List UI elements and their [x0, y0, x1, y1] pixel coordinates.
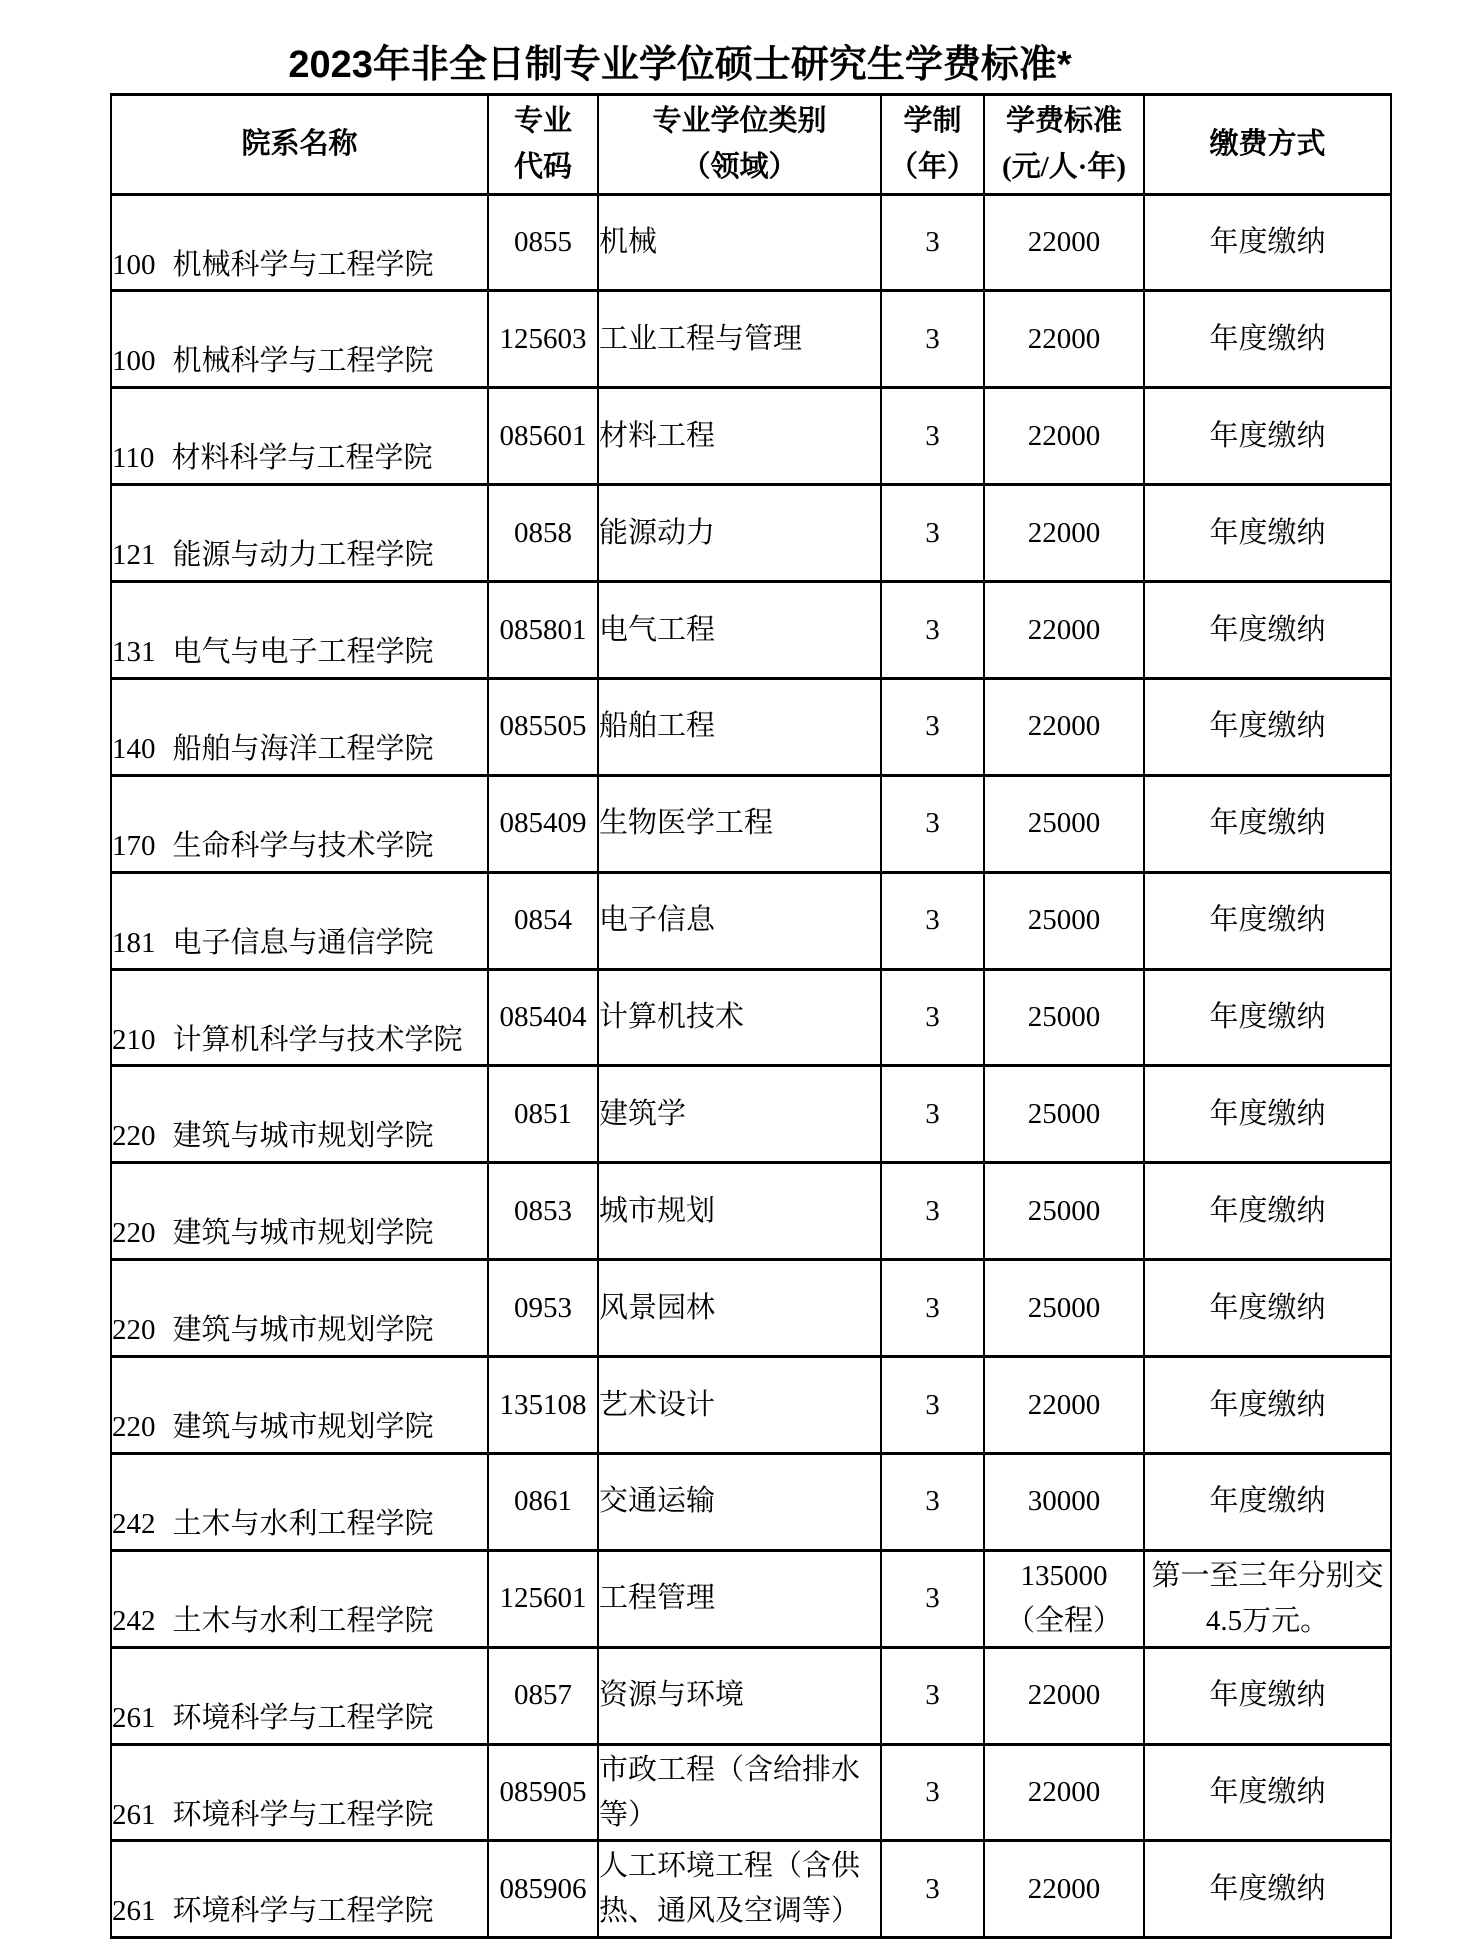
major-code-cell: 0854 [488, 872, 598, 969]
tuition-cell: 22000 [984, 1357, 1144, 1454]
duration-cell: 3 [881, 1841, 984, 1938]
tuition-cell: 135000 （全程） [984, 1550, 1144, 1647]
department-cell [111, 1550, 488, 1647]
department-code: 261 [112, 1895, 156, 1928]
major-code-cell: 0857 [488, 1647, 598, 1744]
table-row [111, 775, 1391, 872]
department-code: 131 [112, 636, 156, 669]
table-row [111, 1163, 1391, 1260]
department-cell [111, 872, 488, 969]
table-row [111, 388, 1391, 485]
table-row [111, 872, 1391, 969]
payment-method-cell: 年度缴纳 [1144, 678, 1391, 775]
department-code: 110 [112, 442, 155, 475]
duration-cell: 3 [881, 872, 984, 969]
table-row [111, 1841, 1391, 1938]
department-name: 土木与水利工程学院 [172, 1507, 434, 1540]
table-row [111, 291, 1391, 388]
department-name: 建筑与城市规划学院 [172, 1217, 434, 1250]
department-name: 建筑与城市规划学院 [172, 1411, 434, 1444]
major-code-cell: 085905 [488, 1744, 598, 1841]
department-cell [111, 775, 488, 872]
payment-method-cell: 年度缴纳 [1144, 1163, 1391, 1260]
major-code-cell: 0855 [488, 194, 598, 291]
major-name-cell: 建筑学 [598, 1066, 881, 1163]
department-cell [111, 1647, 488, 1744]
payment-method-cell: 年度缴纳 [1144, 1647, 1391, 1744]
major-name-cell: 资源与环境 [598, 1647, 881, 1744]
tuition-cell: 22000 [984, 1647, 1144, 1744]
major-name-cell: 交通运输 [598, 1453, 881, 1550]
table-row [111, 1647, 1391, 1744]
department-name: 建筑与城市规划学院 [172, 1120, 434, 1153]
table-row [111, 1744, 1391, 1841]
major-code-cell: 0953 [488, 1260, 598, 1357]
document-page [0, 44, 1463, 1928]
payment-method-cell: 年度缴纳 [1144, 775, 1391, 872]
major-code-cell: 0861 [488, 1453, 598, 1550]
department-cell [111, 1841, 488, 1938]
payment-method-cell: 年度缴纳 [1144, 969, 1391, 1066]
payment-method-cell: 年度缴纳 [1144, 388, 1391, 485]
table-header-row [111, 94, 1391, 194]
department-code: 220 [112, 1314, 156, 1347]
table-row [111, 582, 1391, 679]
tuition-cell: 22000 [984, 291, 1144, 388]
major-code-cell: 085601 [488, 388, 598, 485]
duration-cell: 3 [881, 1260, 984, 1357]
col-header-department-line1: 院系名称 [241, 127, 358, 160]
department-name: 材料科学与工程学院 [171, 442, 433, 475]
payment-method-cell: 年度缴纳 [1144, 872, 1391, 969]
department-cell [111, 1163, 488, 1260]
department-cell [111, 291, 488, 388]
department-code: 100 [112, 248, 156, 281]
major-name-cell: 材料工程 [598, 388, 881, 485]
payment-method-cell: 年度缴纳 [1144, 1357, 1391, 1454]
department-name: 计算机科学与技术学院 [172, 1023, 463, 1056]
duration-cell: 3 [881, 775, 984, 872]
department-cell [111, 1066, 488, 1163]
payment-method-cell: 年度缴纳 [1144, 1453, 1391, 1550]
department-code: 181 [112, 926, 156, 959]
duration-cell: 3 [881, 291, 984, 388]
table-row [111, 1357, 1391, 1454]
department-cell [111, 1453, 488, 1550]
department-name: 环境科学与工程学院 [172, 1701, 434, 1734]
department-cell [111, 969, 488, 1066]
major-name-cell: 市政工程（含给排水等） [598, 1744, 881, 1841]
department-code: 220 [112, 1411, 156, 1444]
department-cell [111, 194, 488, 291]
table-row [111, 194, 1391, 291]
department-name: 船舶与海洋工程学院 [172, 732, 434, 765]
table-row [111, 969, 1391, 1066]
department-name: 电气与电子工程学院 [172, 636, 434, 669]
department-code: 261 [112, 1701, 156, 1734]
col-header-duration-line2: （年） [888, 151, 976, 184]
major-code-cell: 085409 [488, 775, 598, 872]
table-row [111, 485, 1391, 582]
major-code-cell: 085801 [488, 582, 598, 679]
department-code: 242 [112, 1604, 156, 1637]
col-header-duration [881, 94, 984, 194]
col-header-major-code [488, 94, 598, 194]
payment-method-cell: 年度缴纳 [1144, 1841, 1391, 1938]
payment-method-cell: 年度缴纳 [1144, 1260, 1391, 1357]
tuition-cell: 30000 [984, 1453, 1144, 1550]
col-header-tuition-line2: (元/人·年) [1001, 151, 1127, 184]
major-name-cell: 人工环境工程（含供热、通风及空调等） [598, 1841, 881, 1938]
department-name: 机械科学与工程学院 [172, 345, 434, 378]
department-name: 建筑与城市规划学院 [172, 1314, 434, 1347]
tuition-cell: 22000 [984, 1841, 1144, 1938]
major-code-cell: 085404 [488, 969, 598, 1066]
tuition-cell: 25000 [984, 872, 1144, 969]
payment-method-cell: 第一至三年分别交4.5万元。 [1144, 1550, 1391, 1647]
col-header-major-code-line1: 专业 [513, 104, 572, 137]
department-name: 能源与动力工程学院 [172, 539, 434, 572]
duration-cell: 3 [881, 1744, 984, 1841]
department-name: 土木与水利工程学院 [172, 1604, 434, 1637]
tuition-cell: 22000 [984, 678, 1144, 775]
tuition-cell: 22000 [984, 1744, 1144, 1841]
col-header-degree-category-line2: （领域） [681, 151, 798, 184]
col-header-degree-category [598, 94, 881, 194]
duration-cell: 3 [881, 678, 984, 775]
table-row [111, 1550, 1391, 1647]
major-name-cell: 工程管理 [598, 1550, 881, 1647]
major-code-cell: 085906 [488, 1841, 598, 1938]
major-name-cell: 生物医学工程 [598, 775, 881, 872]
major-name-cell: 电子信息 [598, 872, 881, 969]
tuition-cell: 25000 [984, 1066, 1144, 1163]
payment-method-cell: 年度缴纳 [1144, 291, 1391, 388]
col-header-tuition-line1: 学费标准 [1005, 104, 1122, 137]
department-code: 170 [112, 829, 156, 862]
department-cell [111, 1260, 488, 1357]
tuition-cell: 22000 [984, 388, 1144, 485]
major-code-cell: 125601 [488, 1550, 598, 1647]
major-name-cell: 电气工程 [598, 582, 881, 679]
department-code: 242 [112, 1507, 156, 1540]
tuition-cell: 25000 [984, 969, 1144, 1066]
duration-cell: 3 [881, 1550, 984, 1647]
department-cell [111, 485, 488, 582]
department-code: 261 [112, 1798, 156, 1831]
duration-cell: 3 [881, 969, 984, 1066]
duration-cell: 3 [881, 1453, 984, 1550]
department-name: 环境科学与工程学院 [172, 1798, 434, 1831]
tuition-cell: 22000 [984, 194, 1144, 291]
payment-method-cell: 年度缴纳 [1144, 1066, 1391, 1163]
major-code-cell: 135108 [488, 1357, 598, 1454]
tuition-table [110, 93, 1392, 1939]
duration-cell: 3 [881, 194, 984, 291]
col-header-payment [1144, 94, 1391, 194]
duration-cell: 3 [881, 388, 984, 485]
col-header-degree-category-line1: 专业学位类别 [652, 104, 827, 137]
payment-method-cell: 年度缴纳 [1144, 1744, 1391, 1841]
major-name-cell: 艺术设计 [598, 1357, 881, 1454]
duration-cell: 3 [881, 1066, 984, 1163]
duration-cell: 3 [881, 1357, 984, 1454]
department-code: 140 [112, 732, 156, 765]
col-header-duration-line1: 学制 [903, 104, 962, 137]
payment-method-cell: 年度缴纳 [1144, 485, 1391, 582]
tuition-cell: 22000 [984, 485, 1144, 582]
table-row [111, 1260, 1391, 1357]
department-name: 机械科学与工程学院 [172, 248, 434, 281]
department-name: 生命科学与技术学院 [172, 829, 434, 862]
department-name: 电子信息与通信学院 [172, 926, 434, 959]
major-code-cell: 0853 [488, 1163, 598, 1260]
tuition-cell: 25000 [984, 1260, 1144, 1357]
tuition-cell: 25000 [984, 775, 1144, 872]
payment-method-cell: 年度缴纳 [1144, 582, 1391, 679]
col-header-department [111, 94, 488, 194]
duration-cell: 3 [881, 1163, 984, 1260]
duration-cell: 3 [881, 582, 984, 679]
department-code: 121 [112, 539, 156, 572]
department-code: 220 [112, 1217, 156, 1250]
major-code-cell: 085505 [488, 678, 598, 775]
major-code-cell: 0858 [488, 485, 598, 582]
major-name-cell: 船舶工程 [598, 678, 881, 775]
department-code: 220 [112, 1120, 156, 1153]
col-header-tuition [984, 94, 1144, 194]
duration-cell: 3 [881, 485, 984, 582]
payment-method-cell: 年度缴纳 [1144, 194, 1391, 291]
table-row [111, 1066, 1391, 1163]
department-code: 100 [112, 345, 156, 378]
col-header-major-code-line2: 代码 [513, 151, 572, 184]
department-cell [111, 678, 488, 775]
department-cell [111, 1357, 488, 1454]
tuition-cell: 25000 [984, 1163, 1144, 1260]
col-header-payment-line1: 缴费方式 [1209, 127, 1326, 160]
major-name-cell: 计算机技术 [598, 969, 881, 1066]
page-title: 2023年非全日制专业学位硕士研究生学费标准* [288, 44, 1072, 86]
major-name-cell: 工业工程与管理 [598, 291, 881, 388]
duration-cell: 3 [881, 1647, 984, 1744]
major-name-cell: 城市规划 [598, 1163, 881, 1260]
major-name-cell: 机械 [598, 194, 881, 291]
table-body [111, 194, 1391, 1938]
tuition-cell: 22000 [984, 582, 1144, 679]
major-code-cell: 0851 [488, 1066, 598, 1163]
department-cell [111, 582, 488, 679]
table-row [111, 678, 1391, 775]
department-code: 210 [112, 1023, 156, 1056]
major-name-cell: 风景园林 [598, 1260, 881, 1357]
department-cell [111, 388, 488, 485]
department-cell [111, 1744, 488, 1841]
major-name-cell: 能源动力 [598, 485, 881, 582]
department-name: 环境科学与工程学院 [172, 1895, 434, 1928]
table-row [111, 1453, 1391, 1550]
major-code-cell: 125603 [488, 291, 598, 388]
